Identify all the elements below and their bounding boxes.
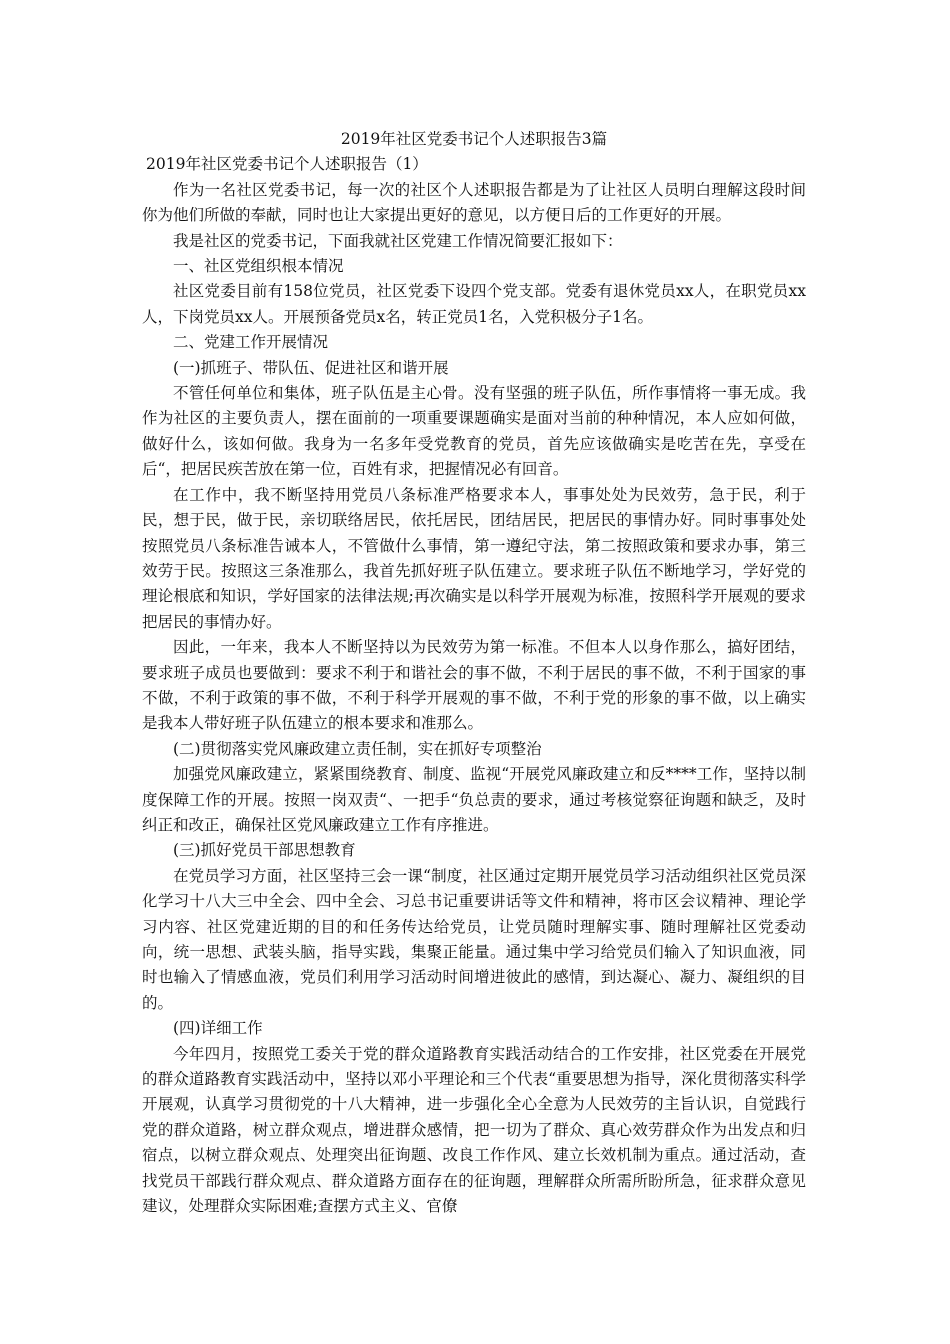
paragraph-summary-lead: 我是社区的党委书记，下面我就社区党建工作情况简要汇报如下： [173, 231, 623, 250]
paragraph-team-core: 不管任何单位和集体，班子队伍是主心骨。没有坚强的班子队伍，所作事情将一事无成。我作为社区的主要负责人，摆在面前的一项重要课题确实是面对当前的种种情况，本人应如何做，做好什么，该如何做。我身为一名多年受党教育的党员，首先应该做确实是吃苦在先，享受在后“，把居民疾苦放在第一位，百姓有求，把握情况必有回音。 [142, 384, 806, 479]
subsection-heading-4: (四)详细工作 [173, 1019, 263, 1038]
paragraph-eight-standards: 在工作中，我不断坚持用党员八条标准严格要求本人，事事处处为民效劳，急于民，利于民，想于民，做于民，亲切联络居民，依托居民，团结居民，把居民的事情办好。同时事事处处按照党员八条标准告诫本人，不管做什么事情，第一遵纪守法，第二按照政策和要求办事，第三效劳于民。按照这三条准那么，我首先抓好班子队伍建立。要求班子队伍不断地学习，学好党的理论根底和知识，学好国家的法律法规;再次确实是以科学开展观为标准，按照科学开展观的要求把居民的事情办好。 [142, 485, 806, 631]
paragraph-integrity: 加强党风廉政建立，紧紧围绕教育、制度、监视“开展党风廉政建立和反****工作，坚持以制度保障工作的开展。按照一岗双责“、一把手“负总责的要求，通过考核觉察征询题和缺乏，及时纠正和改正，确保社区党风廉政建立工作有序推进。 [142, 765, 806, 834]
paragraph-service-first: 因此，一年来，我本人不断坚持以为民效劳为第一标准。不但本人以身作那么，搞好团结，要求班子成员也要做到：要求不利于和谐社会的事不做，不利于居民的事不做，不利于国家的事不做，不利于政策的事不做，不利于科学开展观的事不做，不利于党的形象的事不做，以上确实是我本人带好班子队伍建立的根本要求和准那么。 [142, 638, 806, 733]
section-heading-2: 二、党建工作开展情况 [173, 333, 329, 352]
subsection-heading-3: (三)抓好党员干部思想教育 [173, 841, 356, 860]
section-heading-1: 一、社区党组织根本情况 [173, 257, 344, 276]
report-subtitle: 2019年社区党委书记个人述职报告（1） [146, 155, 428, 174]
paragraph-detailed-work: 今年四月，按照党工委关于党的群众道路教育实践活动结合的工作安排，社区党委在开展党的群众道路教育实践活动中，坚持以邓小平理论和三个代表“重要思想为指导，深化贯彻落实科学开展观，认真学习贯彻党的十八大精神，进一步强化全心全意为人民效劳的主旨认识，自觉践行党的群众道路，树立群众观点，增进群众感情，把一切为了群众、真心效劳群众作为出发点和归宿点，以树立群众观点、处理突出征询题、改良工作作风、建立长效机制为重点。通过活动，查找党员干部践行群众观点、群众道路方面存在的征询题，理解群众所需所盼所急，征求群众意见建议，处理群众实际困难;查摆方式主义、官僚 [142, 1044, 806, 1216]
paragraph-intro: 作为一名社区党委书记，每一次的社区个人述职报告都是为了让社区人员明白理解这段时间你为他们所做的奉献，同时也让大家提出更好的意见，以方便日后的工作更好的开展。 [142, 180, 806, 225]
document-title: 2019年社区党委书记个人述职报告3篇 [340, 130, 608, 148]
subsection-heading-2: (二)贯彻落实党风廉政建立责任制，实在抓好专项整治 [173, 739, 542, 758]
document-body [142, 127, 806, 1219]
paragraph-party-members: 社区党委目前有158位党员，社区党委下设四个党支部。党委有退休党员xx人，在职党员xx人，下岗党员xx人。开展预备党员x名，转正党员1名，入党积极分子1名。 [142, 282, 806, 326]
paragraph-education: 在党员学习方面，社区坚持三会一课“制度，社区通过定期开展党员学习活动组织社区党员深化学习十八大三中全会、四中全会、习总书记重要讲话等文件和精神，将市区会议精神、理论学习内容、社区党建近期的目的和任务传达给党员，让党员随时理解实事、随时理解社区党委动向，统一思想、武装头脑，指导实践，集聚正能量。通过集中学习给党员们输入了知识血液，同时也输入了情感血液，党员们利用学习活动时间增进彼此的感情，到达凝心、凝力、凝组织的目的。 [142, 866, 806, 1012]
subsection-heading-1: (一)抓班子、带队伍、促进社区和谐开展 [173, 358, 449, 377]
